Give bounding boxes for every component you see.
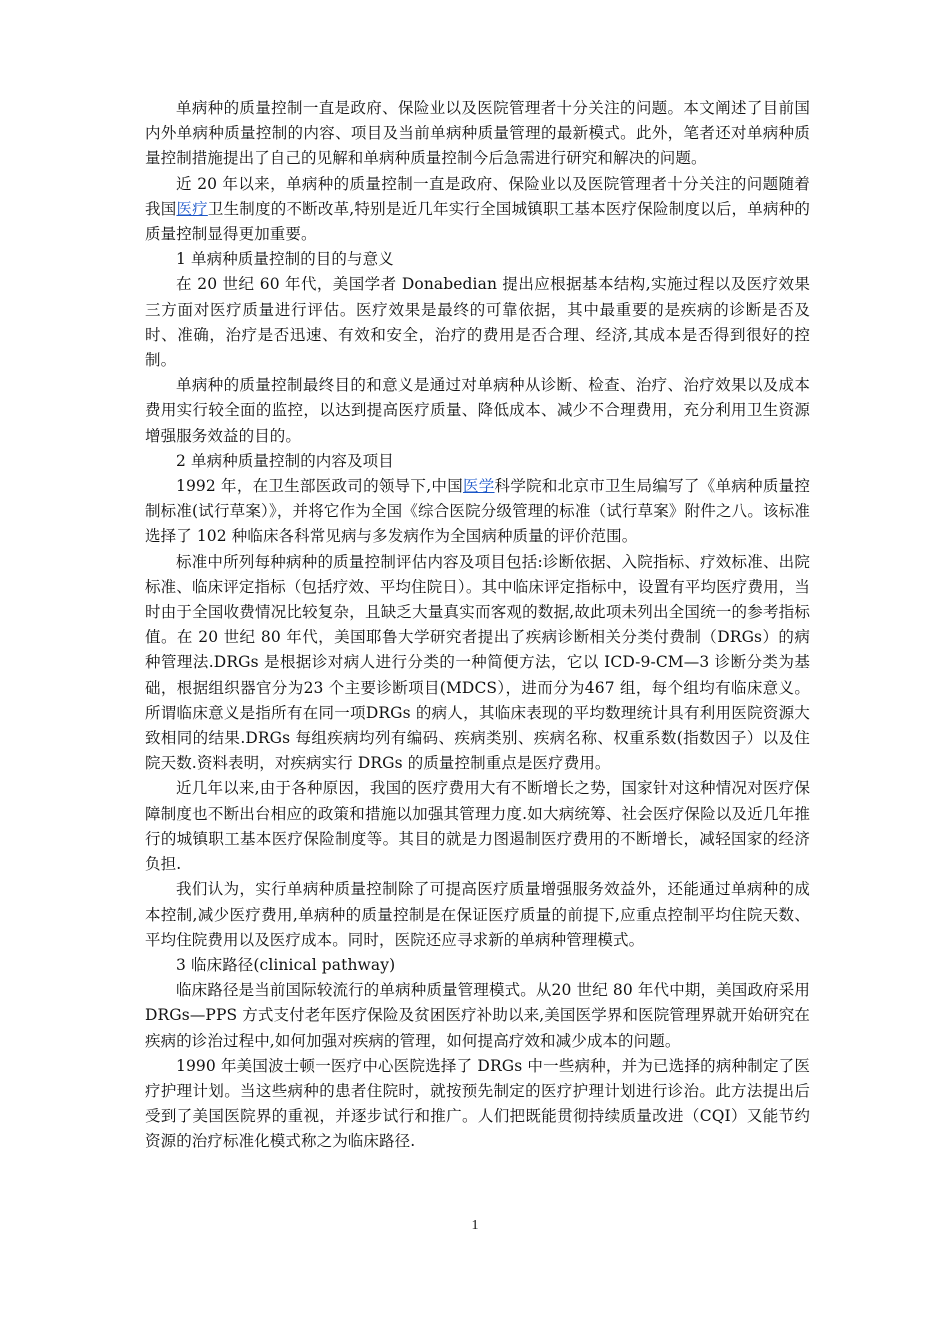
paragraph-costs: 近几年以来,由于各种原因，我国的医疗费用大有不断增长之势，国家针对这种情况对医疗保障制度也不断出台相应的政策和措施以加强其管理力度.如大病统筹、社会医疗保险以及近几年推行的城镇职工基本医疗保险制度等。其目的就是力图遏制医疗费用的不断增长，减轻国家的经济负担. (145, 779, 810, 874)
paragraph-abstract: 单病种的质量控制一直是政府、保险业以及医院管理者十分关注的问题。本文阐述了目前国内外单病种质量控制的内容、项目及当前单病种质量管理的最新模式。此外，笔者还对单病种质量控制措施提出了自己的见解和单病种质量控制今后急需进行研究和解决的问题。 (145, 99, 810, 168)
paragraph-text: 科学院和北京市卫生局编写了《单病种质量控制标准(试行草案）》，并将它作为全国《综合医院分级管理的标准（试行草案》附件之八。该标准选择了 102 种临床各科常见病与多发病作为全国病种质量的评价范围。 (145, 477, 810, 546)
paragraph-text: 近 20 年以来，单病种的质量控制一直是政府、保险业以及医院管理者十分关注的问题随着我国 (145, 174, 810, 218)
document-body (145, 96, 810, 1155)
link-yiliao[interactable]: 医疗 (176, 199, 208, 218)
paragraph-text: 卫生制度的不断改革,特别是近几年实行全国城镇职工基本医疗保险制度以后，单病种的质量控制显得更加重要。 (145, 199, 811, 244)
paragraph-text: 1992 年，在卫生部医政司的领导下,中国 (176, 477, 463, 496)
section-heading-3: 3 临床路径(clinical pathway) (176, 955, 396, 974)
paragraph-intro (145, 172, 810, 248)
section-heading-1: 1 单病种质量控制的目的与意义 (176, 250, 394, 269)
section-heading-2: 2 单病种质量控制的内容及项目 (176, 451, 394, 470)
paragraph-purpose: 单病种的质量控制最终目的和意义是通过对单病种从诊断、检查、治疗、治疗效果以及成本费用实行较全面的监控，以达到提高医疗质量、降低成本、减少不合理费用，充分利用卫生资源增强服务效益的目的。 (145, 376, 810, 445)
paragraph-pathway-intro: 临床路径是当前国际较流行的单病种质量管理模式。从20 世纪 80 年代中期，美国政府采用 DRGs—PPS 方式支付老年医疗保险及贫困医疗补助以来,美国医学界和医院管理界就开始研究在疾病的诊治过程中,如何加强对疾病的管理，如何提高疗效和减少成本的问题。 (145, 981, 810, 1050)
paragraph-standards: 标准中所列每种病种的质量控制评估内容及项目包括:诊断依据、入院指标、疗效标准、出院标准、临床评定指标（包括疗效、平均住院日）。其中临床评定指标中，设置有平均医疗费用，当时由于全国收费情况比较复杂，且缺乏大量真实而客观的数据,故此项未列出全国统一的参考指标值。在 20 世纪 80 年代，美国耶鲁大学研究者提出了疾病诊断相关分类付费制（DRGs）的病种管理法.DRGs 是根据诊对病人进行分类的一种简便方法，它以 ICD-9-CM—3 诊断分类为基础，根据组织器官分为23 个主要诊断项目(MDCS），进而分为467 组，每个组均有临床意义。所谓临床意义是指所有在同一项DRGs 的病人，其临床表现的平均数理统计具有利用医院资源大致相同的结果.DRGs 每组疾病均列有编码、疾病类别、疾病名称、权重系数(指数因子）以及住院天数.资料表明，对疾病实行 DRGs 的质量控制重点是医疗费用。 (145, 552, 810, 773)
paragraph-boston: 1990 年美国波士顿一医疗中心医院选择了 DRGs 中一些病种，并为已选择的病种制定了医疗护理计划。当这些病种的患者住院时，就按预先制定的医疗护理计划进行诊治。此方法提出后受到了美国医院界的重视，并逐步试行和推广。人们把既能贯彻持续质量改进（CQI）又能节约资源的治疗标准化模式称之为临床路径. (145, 1056, 810, 1151)
paragraph-opinion: 我们认为，实行单病种质量控制除了可提高医疗质量增强服务效益外，还能通过单病种的成本控制,减少医疗费用,单病种的质量控制是在保证医疗质量的前提下,应重点控制平均住院天数、平均住院费用以及医疗成本。同时，医院还应寻求新的单病种管理模式。 (145, 880, 810, 949)
page-number: 1 (471, 1218, 479, 1233)
link-yixue[interactable]: 医学 (462, 477, 495, 496)
paragraph-1992 (145, 474, 810, 550)
paragraph-donabedian: 在 20 世纪 60 年代，美国学者 Donabedian 提出应根据基本结构,实施过程以及医疗效果三方面对医疗质量进行评估。医疗效果是最终的可靠依据，其中最重要的是疾病的诊断是否及时、准确，治疗是否迅速、有效和安全，治疗的费用是否合理、经济,其成本是否得到很好的控制。 (145, 275, 810, 370)
